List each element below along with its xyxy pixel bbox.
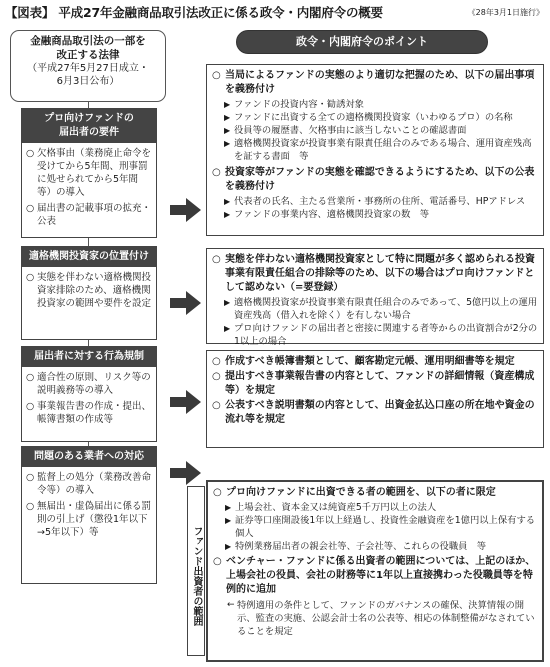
- point-item: [212, 355, 538, 369]
- list-item: [26, 500, 152, 539]
- item-text: 無届出・虚偽届出に係る罰則の引上げ（懲役1年以下→5年以下）等: [37, 501, 152, 538]
- circle-bullet: ○: [212, 371, 221, 382]
- right-arrow-icon: [168, 197, 202, 223]
- triangle-bullet-icon: ▶: [224, 324, 231, 333]
- item-text: 実態を伴わない適格機関投資家排除のため、適格機関投資家の範囲や要件を設定: [37, 272, 152, 309]
- triangle-bullet-icon: ▶: [225, 516, 232, 525]
- right-arrow-icon: [168, 460, 202, 486]
- list-item: [26, 202, 152, 228]
- points-heading: 政令・内閣府令のポイント: [236, 30, 488, 54]
- triangle-bullet-icon: ▶: [224, 210, 231, 219]
- list-item: [26, 371, 152, 397]
- item-text: 適合性の原則、リスク等の説明義務等の導入: [37, 372, 151, 396]
- sub-text: プロ向けファンドの届出者と密接に関連する者等からの出資割合が2分の1以上の場合: [234, 323, 538, 347]
- sub-text: ファンドに出資する全ての適格機関投資家（いわゆるプロ）の名称: [234, 112, 513, 123]
- circle-bullet: ○: [212, 356, 221, 367]
- point-text: プロ向けファンドに出資できる者の範囲を、以下の者に限定: [226, 487, 496, 498]
- left-block-problem-operators: [21, 446, 157, 584]
- sub-text: ファンドの投資内容・勧誘対象: [234, 99, 364, 110]
- circle-bullet: ○: [26, 148, 35, 159]
- circle-bullet: ○: [26, 372, 35, 383]
- point-item: [213, 486, 537, 500]
- heading-line: 届出者の要件: [59, 127, 119, 138]
- law-date-line2: 6月3日公布）: [56, 76, 120, 87]
- sub-text: 上場会社、資本金又は純資産5千万円以上の法人: [235, 502, 437, 513]
- item-text: 事業報告書の作成・提出、帳簿書類の作成等: [37, 401, 152, 425]
- circle-bullet: ○: [26, 472, 35, 483]
- circle-bullet: ○: [212, 400, 221, 411]
- sub-item: [212, 208, 538, 221]
- law-title-line2: 改正する法律: [56, 49, 120, 61]
- sub-item: [212, 322, 538, 348]
- point-text: 作成すべき帳簿書類として、顧客勘定元帳、運用明細書等を規定: [225, 356, 515, 367]
- left-block-heading: 届出者に対する行為規制: [22, 347, 156, 367]
- triangle-bullet-icon: ▶: [225, 503, 232, 512]
- triangle-bullet-icon: ▶: [225, 542, 232, 551]
- point-text: 提出すべき事業報告書の内容として、ファンドの詳細情報（資産構成等）を規定: [225, 371, 535, 396]
- circle-bullet: ○: [212, 70, 221, 81]
- triangle-bullet-icon: ▶: [224, 298, 231, 307]
- left-block-qualified-investor: [21, 246, 157, 340]
- document-title: 【図表】 平成27年金融商品取引法改正に係る政令・内閣府令の概要: [5, 5, 383, 20]
- law-box: [10, 30, 166, 102]
- left-block-heading: 適格機関投資家の位置付け: [22, 247, 156, 267]
- point-text: 公表すべき説明書類の内容として、出資金払込口座の所在地や資金の流れ等を規定: [225, 400, 535, 425]
- sub-text: 役員等の履歴書、欠格事由に該当しないことの確認書面: [234, 125, 467, 136]
- circle-bullet: ○: [26, 401, 35, 412]
- point-item: [213, 555, 537, 597]
- sub-item: [213, 540, 537, 553]
- law-title-line1: 金融商品取引法の一部を: [30, 35, 146, 47]
- sub-item: [213, 514, 537, 540]
- circle-bullet: ○: [213, 487, 222, 498]
- left-block-fund-requirements: [21, 108, 157, 238]
- point-text: ベンチャー・ファンドに係る出資者の範囲については、上記のほか、上場会社の役員、会社の財務等に1年以上直接携わった役職員等を特例的に追加: [226, 556, 536, 595]
- right-arrow-icon: [168, 389, 202, 415]
- circle-bullet: ○: [212, 254, 221, 265]
- sub-item: [212, 296, 538, 322]
- heading-line: プロ向けファンドの: [44, 113, 134, 124]
- point-item: [212, 253, 538, 295]
- point-text: 投資家等がファンドの実態を確認できるようにするため、以下の公表を義務付け: [225, 167, 535, 192]
- item-text: 欠格事由（業務廃止命令を受けてから5年間、刑事罰に処せられてから5年間等）の導入: [37, 148, 152, 198]
- circle-bullet: ○: [26, 501, 35, 512]
- left-block-heading: [22, 109, 156, 143]
- point-item: [212, 166, 538, 194]
- triangle-bullet-icon: ▶: [224, 113, 231, 122]
- circle-bullet: ○: [212, 167, 221, 178]
- sub-text: 証券等口座開設後1年以上経過し、投資性金融資産を1億円以上保有する個人: [235, 515, 536, 539]
- left-block-heading: 問題のある業者への対応: [22, 447, 156, 467]
- sub-text: ファンドの事業内容、適格機関投資家の数 等: [234, 209, 430, 220]
- effective-date: 《28年3月1日施行》: [467, 8, 544, 17]
- circle-bullet: ○: [213, 556, 222, 567]
- sub-text: 特例業務届出者の親会社等、子会社等、これらの役職員 等: [235, 541, 487, 552]
- points-box-notification: [206, 64, 544, 236]
- point-text: 実態を伴わない適格機関投資家として特に問題が多く認められる投資事業有限責任組合の排除等のため、以下の場合はプロ向けファンドとして認めない（=要登録）: [225, 254, 535, 293]
- point-item: [212, 399, 538, 427]
- list-item: [26, 471, 152, 497]
- sub-item: [212, 98, 538, 111]
- triangle-bullet-icon: ▶: [224, 126, 231, 135]
- points-box-qualified-investor: [206, 248, 544, 347]
- sub-item: [213, 501, 537, 514]
- fund-investor-scope-label: ファンド出資者の範囲: [187, 486, 205, 656]
- right-arrow-icon: [168, 290, 202, 316]
- triangle-bullet-icon: ▶: [224, 197, 231, 206]
- point-item: [212, 69, 538, 97]
- sub-text: 適格機関投資家が投資事業有限責任組合のみであって、5億円以上の運用資産残高（借入れを除く）を有しない場合: [234, 297, 538, 321]
- law-date-line1: （平成27年5月27日成立・: [27, 63, 149, 74]
- item-text: 届出書の記載事項の拡充・公表: [37, 203, 152, 227]
- sub-item: [212, 124, 538, 137]
- circle-bullet: ○: [26, 203, 35, 214]
- sub-item: [212, 111, 538, 124]
- list-item: [26, 271, 152, 310]
- sub-text: 代表者の氏名、主たる営業所・事務所の住所、電話番号、HPアドレス: [234, 196, 526, 207]
- point-item: [212, 370, 538, 398]
- list-item: [26, 147, 152, 199]
- note-text: 特例適用の条件として、ファンドのガバナンスの確保、決算情報の開示、監査の実施、公認会計士名の公表等、相応の体制整備がなされていることを規定: [237, 600, 535, 637]
- triangle-bullet-icon: ▶: [224, 100, 231, 109]
- points-box-fund-investors: [206, 480, 544, 662]
- note-item: [213, 599, 537, 638]
- sub-item: [212, 195, 538, 208]
- point-text: 当局によるファンドの実態のより適切な把握のため、以下の届出事項を義務付け: [225, 70, 535, 95]
- points-box-conduct-rules: [206, 350, 544, 448]
- sub-item: [212, 137, 538, 163]
- left-arrow-icon: ←: [227, 600, 235, 610]
- item-text: 監督上の処分（業務改善命令等）の導入: [37, 472, 152, 496]
- list-item: [26, 400, 152, 426]
- circle-bullet: ○: [26, 272, 35, 283]
- left-block-conduct-rules: [21, 346, 157, 442]
- triangle-bullet-icon: ▶: [224, 139, 231, 148]
- sub-text: 適格機関投資家が投資事業有限責任組合のみである場合、運用資産残高を証する書面 等: [234, 138, 532, 162]
